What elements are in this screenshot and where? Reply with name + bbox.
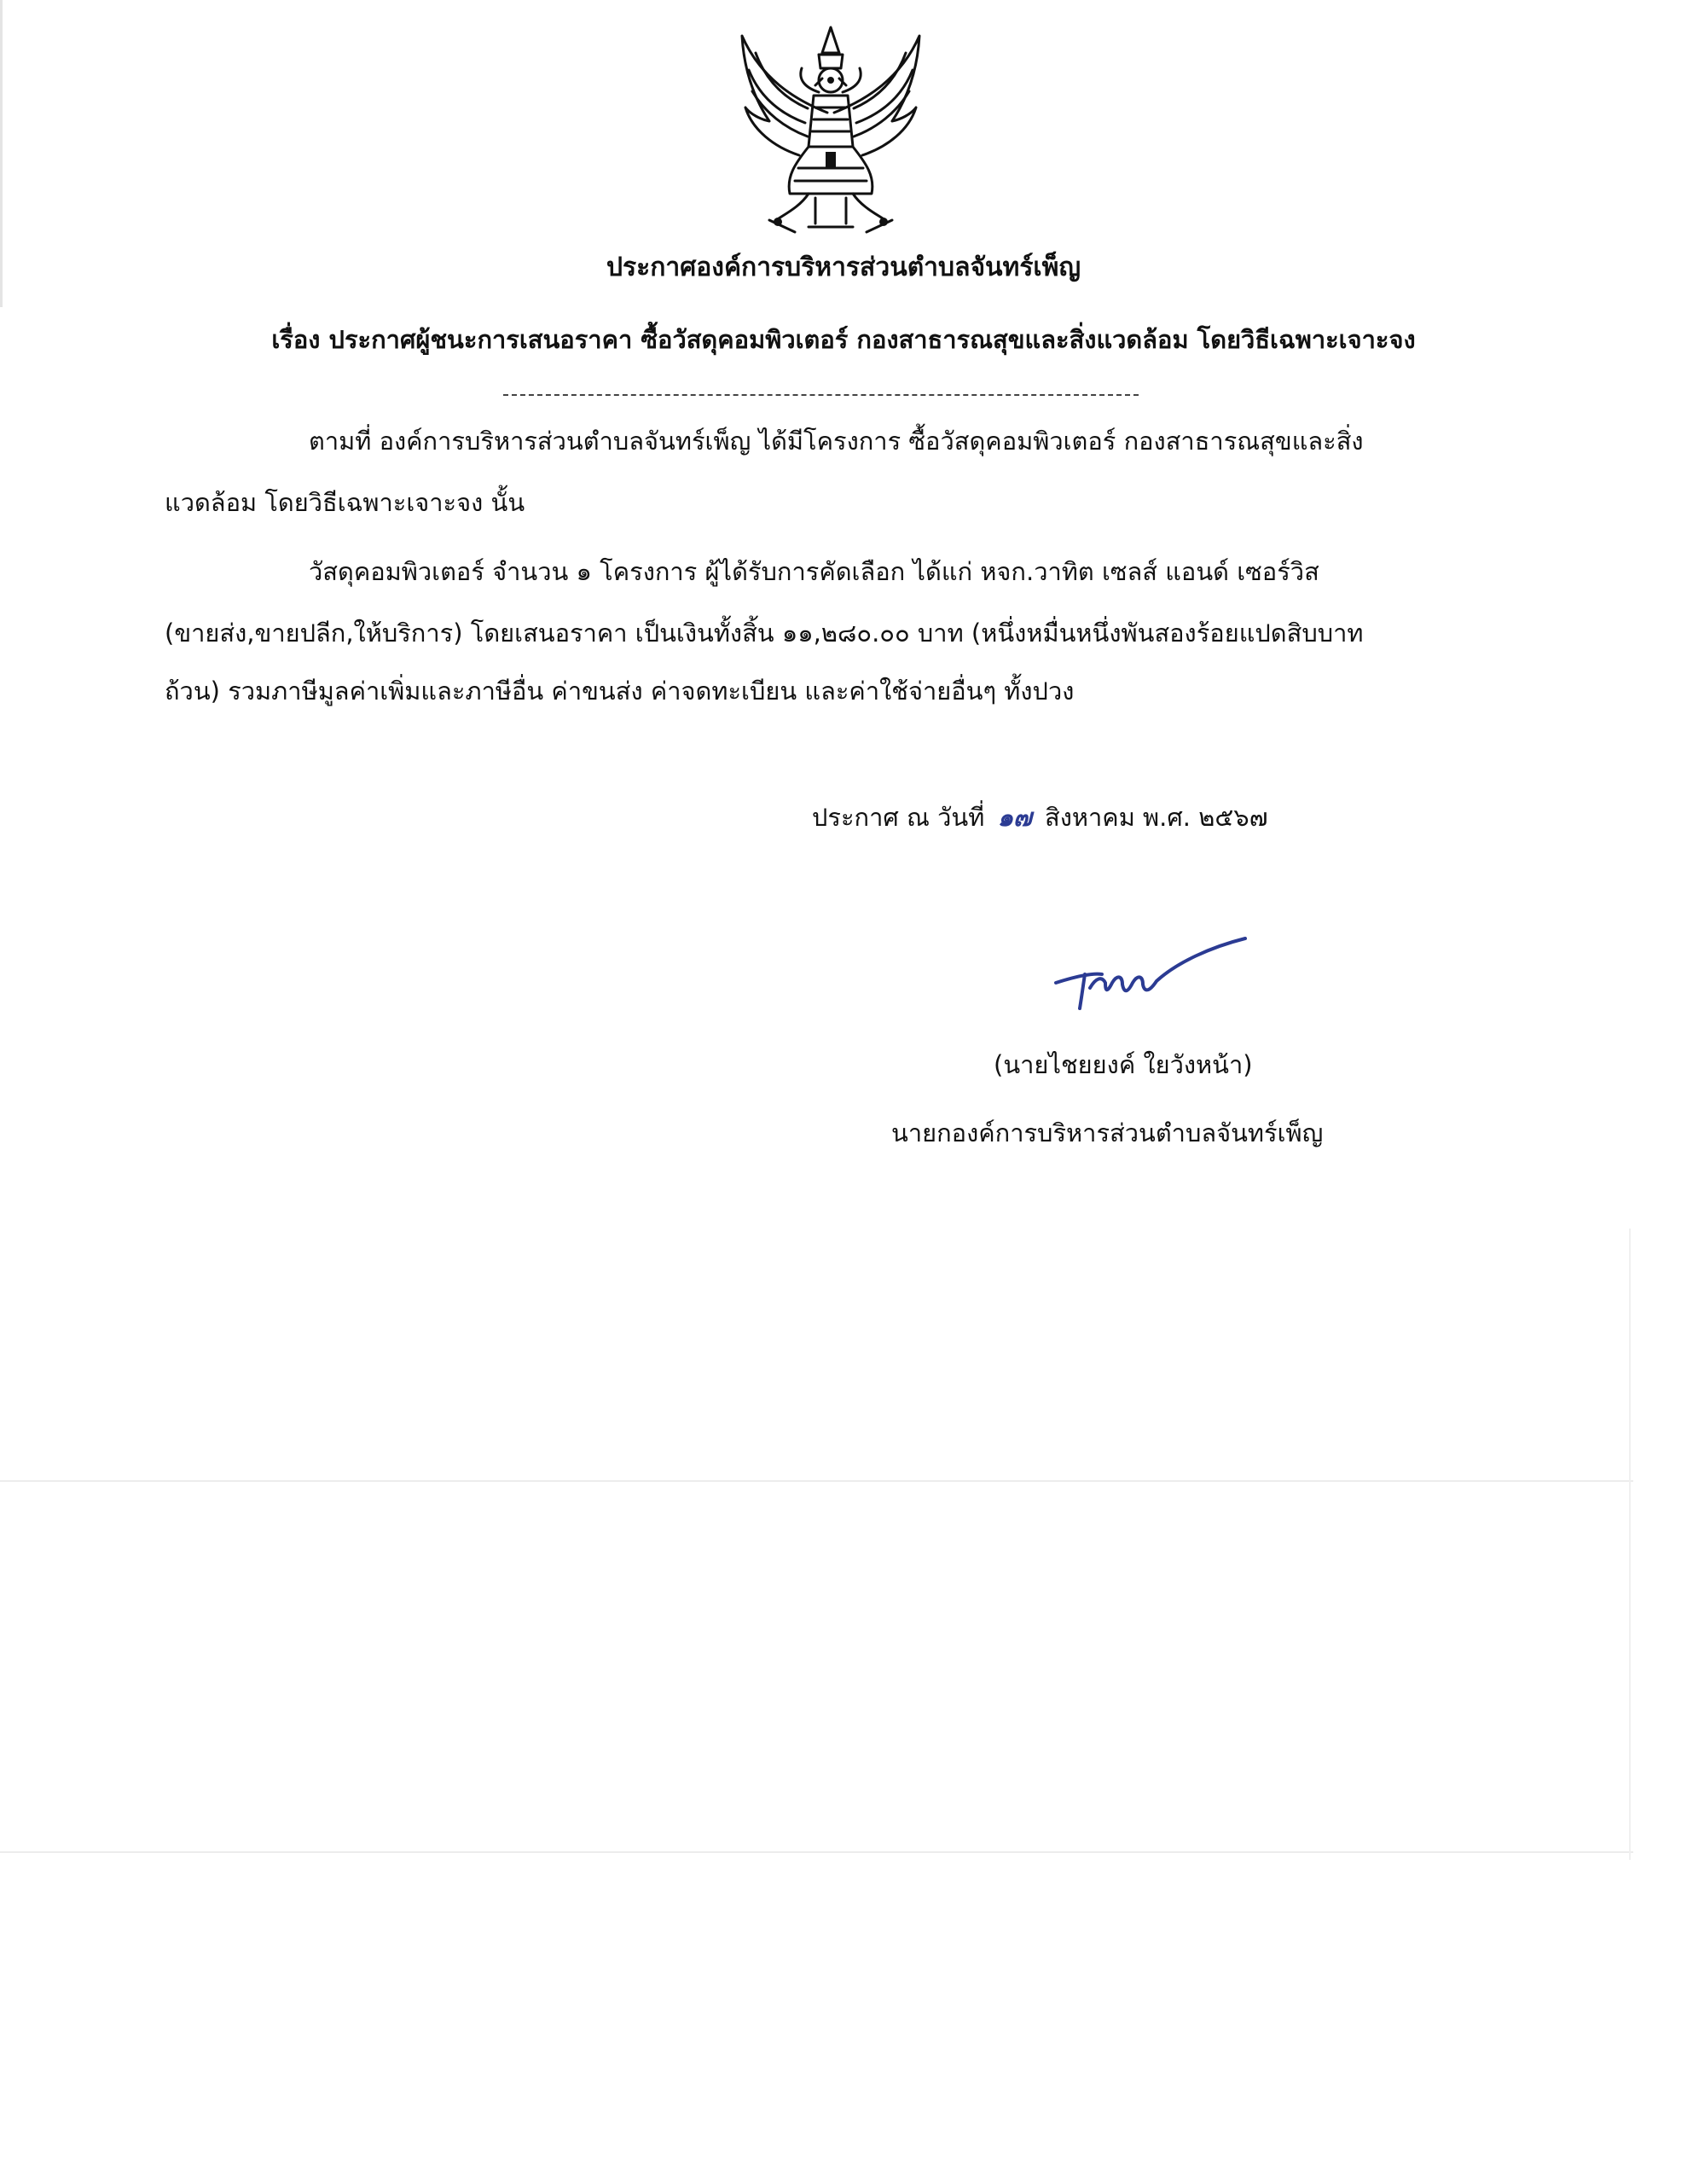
announcement-date: [812, 798, 1268, 837]
body-line: ถ้วน) รวมภาษีมูลค่าเพิ่มและภาษีอื่น ค่าขนส่ง ค่าจดทะเบียน และค่าใช้จ่ายอื่นๆ ทั้งปวง: [165, 677, 1075, 706]
document-title: ประกาศองค์การบริหารส่วนตำบลจันทร์เพ็ญ: [606, 253, 1081, 282]
date-day-handwritten: ๑๗: [997, 803, 1032, 832]
scan-edge: [1629, 1228, 1631, 1860]
scan-fold-line: [0, 1480, 1633, 1482]
document-subject: เรื่อง ประกาศผู้ชนะการเสนอราคา ซื้อวัสดุคอมพิวเตอร์ กองสาธารณสุขและสิ่งแวดล้อม โดยวิธีเฉพาะเจาะจง: [271, 325, 1416, 354]
separator-line: [503, 394, 1139, 396]
body-line: วัสดุคอมพิวเตอร์ จำนวน ๑ โครงการ ผู้ได้รับการคัดเลือก ได้แก่ หจก.วาทิต เซลส์ แอนด์ เซอร์วิส: [309, 557, 1319, 586]
garuda-emblem-icon: [727, 19, 935, 242]
date-prefix: ประกาศ ณ วันที่: [812, 803, 985, 832]
body-line: แวดล้อม โดยวิธีเฉพาะเจาะจง นั้น: [165, 488, 525, 517]
date-month-year: สิงหาคม พ.ศ. ๒๕๖๗: [1045, 803, 1268, 832]
scan-fold-line: [0, 1851, 1633, 1853]
handwritten-signature: [1049, 930, 1271, 1015]
signer-name: (นายไชยยงค์ ใยวังหน้า): [994, 1050, 1253, 1079]
signer-position: นายกองค์การบริหารส่วนตำบลจันทร์เพ็ญ: [891, 1118, 1324, 1147]
body-line: ตามที่ องค์การบริหารส่วนตำบลจันทร์เพ็ญ ได้มีโครงการ ซื้อวัสดุคอมพิวเตอร์ กองสาธารณสุขและสิ่ง: [309, 427, 1364, 456]
body-line: (ขายส่ง,ขายปลีก,ให้บริการ) โดยเสนอราคา เป็นเงินทั้งสิ้น ๑๑,๒๘๐.๐๐ บาท (หนึ่งหมื่นหนึ่งพันสองร้อยแปดสิบบาท: [165, 619, 1364, 648]
